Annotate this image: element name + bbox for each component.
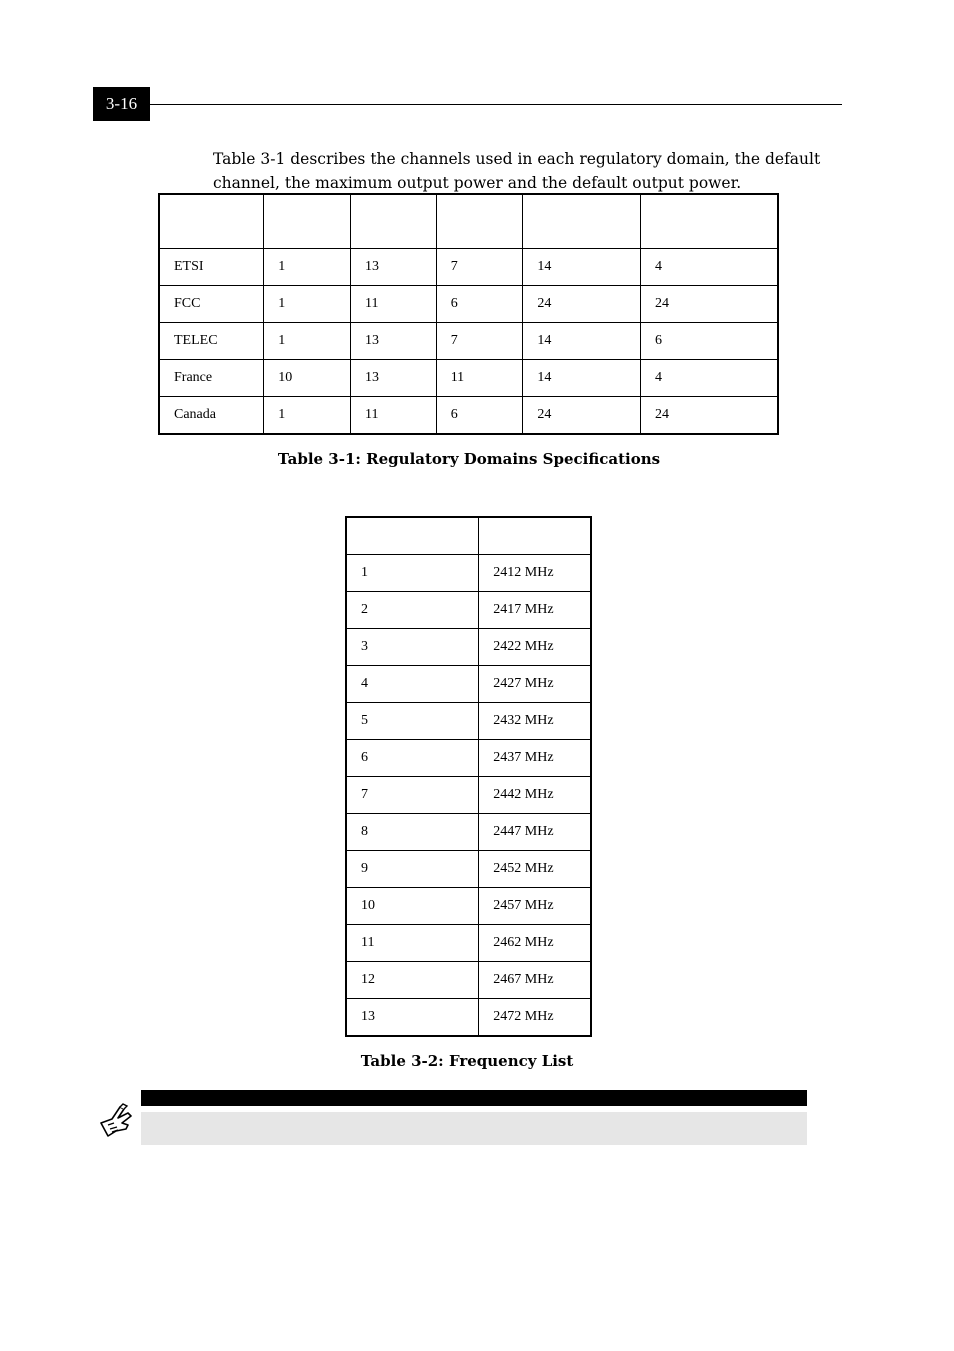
frequency-row [346, 592, 591, 629]
table1-cell: Canada [159, 397, 264, 435]
table1-caption: Table 3-1: Regulatory Domains Specifications [277, 450, 661, 468]
frequency-row [346, 703, 591, 740]
table1-cell: 13 [350, 360, 436, 397]
frequency-row [346, 962, 591, 999]
domain-row [159, 286, 778, 323]
domain-row [159, 323, 778, 360]
table1-cell: 6 [640, 323, 778, 360]
table1-header-cell [350, 194, 436, 249]
frequency-list-table [345, 516, 592, 1037]
table2-cell: 5 [346, 703, 479, 740]
table2-cell: 2462 MHz [479, 925, 591, 962]
table2-cell: 2 [346, 592, 479, 629]
table1-cell: 11 [350, 286, 436, 323]
table1-cell: 11 [436, 360, 523, 397]
table2-cell: 2452 MHz [479, 851, 591, 888]
domain-row [159, 249, 778, 286]
table2-cell: 2472 MHz [479, 999, 591, 1037]
table1-cell: 6 [436, 286, 523, 323]
table1-cell: 4 [640, 360, 778, 397]
table1-cell: 11 [350, 397, 436, 435]
table1-cell: 13 [350, 249, 436, 286]
table2-cell: 2437 MHz [479, 740, 591, 777]
table2-cell: 1 [346, 555, 479, 592]
table2-cell: 6 [346, 740, 479, 777]
table1-header-cell [436, 194, 523, 249]
table1-header-row [159, 194, 778, 249]
table1-cell: 10 [264, 360, 351, 397]
table1-cell: 1 [264, 249, 351, 286]
frequency-row [346, 999, 591, 1037]
table1-cell: 24 [523, 397, 641, 435]
table1-cell: TELEC [159, 323, 264, 360]
table1-cell: FCC [159, 286, 264, 323]
table2-header-cell [346, 517, 479, 555]
frequency-row [346, 814, 591, 851]
table1-cell: 7 [436, 323, 523, 360]
page-number: 3-16 [93, 87, 150, 121]
table2-cell: 2447 MHz [479, 814, 591, 851]
table2-cell: 2417 MHz [479, 592, 591, 629]
table1-cell: 14 [523, 360, 641, 397]
frequency-row [346, 777, 591, 814]
table1-cell: 14 [523, 323, 641, 360]
table1-cell: France [159, 360, 264, 397]
table1-header-cell [640, 194, 778, 249]
table1-cell: 1 [264, 286, 351, 323]
table2-cell: 8 [346, 814, 479, 851]
note-header-bar [141, 1090, 807, 1106]
frequency-row [346, 888, 591, 925]
frequency-row [346, 740, 591, 777]
domain-row [159, 397, 778, 435]
table1-cell: 1 [264, 323, 351, 360]
regulatory-domains-body [159, 194, 778, 434]
table1-cell: 24 [640, 397, 778, 435]
table1-header-cell [264, 194, 351, 249]
table1-header-cell [523, 194, 641, 249]
table2-header-row [346, 517, 591, 555]
table2-cell: 2457 MHz [479, 888, 591, 925]
table2-cell: 13 [346, 999, 479, 1037]
intro-paragraph: Table 3-1 describes the channels used in each regulatory domain, the default channel, the maximum output power and the default output power. [213, 150, 821, 192]
table1-cell: 4 [640, 249, 778, 286]
table1-cell: 24 [523, 286, 641, 323]
table2-cell: 2442 MHz [479, 777, 591, 814]
table1-cell: 13 [350, 323, 436, 360]
header-rule [150, 104, 842, 105]
table2-cell: 2412 MHz [479, 555, 591, 592]
table2-cell: 2432 MHz [479, 703, 591, 740]
note-body [141, 1112, 807, 1145]
regulatory-domains-table [158, 193, 779, 435]
table2-cell: 9 [346, 851, 479, 888]
table2-cell: 12 [346, 962, 479, 999]
table2-cell: 11 [346, 925, 479, 962]
table2-cell: 7 [346, 777, 479, 814]
note-hand-icon [98, 1103, 134, 1139]
frequency-row [346, 629, 591, 666]
frequency-row [346, 666, 591, 703]
table2-cell: 4 [346, 666, 479, 703]
table1-cell: 1 [264, 397, 351, 435]
table1-cell: 7 [436, 249, 523, 286]
domain-row [159, 360, 778, 397]
frequency-row [346, 925, 591, 962]
table2-caption: Table 3-2: Frequency List [360, 1052, 574, 1070]
table1-cell: 6 [436, 397, 523, 435]
table1-cell: 14 [523, 249, 641, 286]
frequency-row [346, 851, 591, 888]
table2-cell: 2467 MHz [479, 962, 591, 999]
frequency-row [346, 555, 591, 592]
table2-header-cell [479, 517, 591, 555]
table1-cell: 24 [640, 286, 778, 323]
table2-cell: 3 [346, 629, 479, 666]
table1-header-cell [159, 194, 264, 249]
table2-cell: 10 [346, 888, 479, 925]
table2-cell: 2422 MHz [479, 629, 591, 666]
table1-cell: ETSI [159, 249, 264, 286]
frequency-list-body [346, 517, 591, 1036]
table2-cell: 2427 MHz [479, 666, 591, 703]
